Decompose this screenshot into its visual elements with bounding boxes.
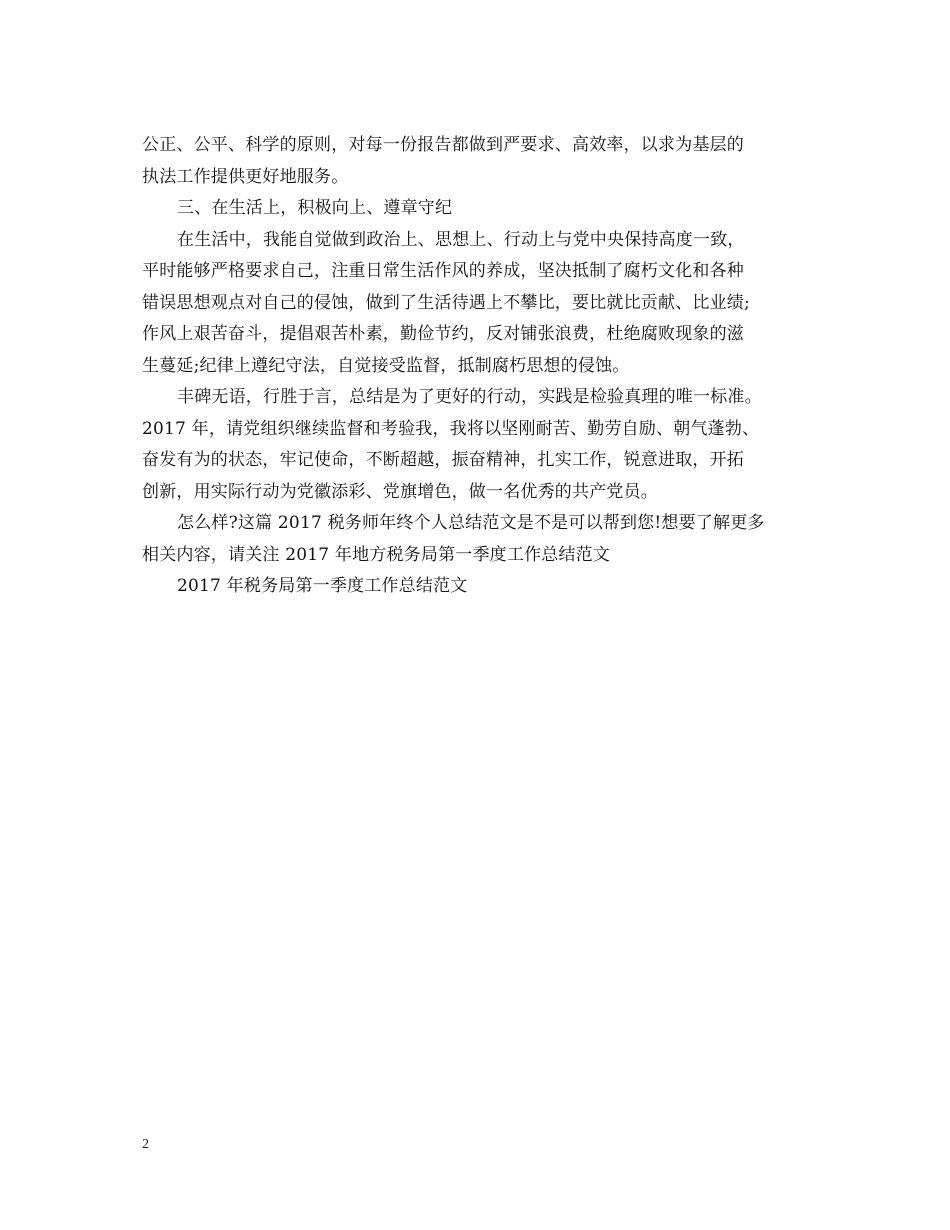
page-number: 2 (142, 1137, 149, 1152)
section-heading: 三、在生活上，积极向上、遵章守纪 (177, 198, 453, 218)
text-line: 生蔓延;纪律上遵纪守法，自觉接受监督，抵制腐朽思想的侵蚀。 (142, 355, 630, 376)
text-line: 在生活中，我能自觉做到政治上、思想上、行动上与党中央保持高度一致， (177, 229, 745, 250)
text-line: 相关内容，请关注 2017 年地方税务局第一季度工作总结范文 (142, 544, 611, 565)
text-line: 作风上艰苦奋斗，提倡艰苦朴素，勤俭节约，反对铺张浪费，杜绝腐败现象的滋 (142, 324, 744, 344)
text-line: 奋发有为的状态，牢记使命，不断超越，振奋精神，扎实工作，锐意进取，开拓 (142, 450, 744, 470)
text-line: 怎么样?这篇 2017 税务师年终个人总结范文是不是可以帮到您!想要了解更多 (177, 513, 765, 533)
text-line: 2017 年税务局第一季度工作总结范文 (177, 576, 468, 596)
text-line: 错误思想观点对自己的侵蚀，做到了生活待遇上不攀比，要比就比贡献、比业绩; (142, 292, 750, 313)
text-line: 2017 年，请党组织继续监督和考验我，我将以坚刚耐苦、勤劳自励、朝气蓬勃、 (142, 418, 760, 439)
text-line: 创新，用实际行动为党徽添彩、党旗增色，做一名优秀的共产党员。 (142, 481, 658, 502)
document-body (142, 130, 812, 603)
text-line: 丰碑无语，行胜于言，总结是为了更好的行动，实践是检验真理的唯一标准。 (177, 387, 762, 407)
text-line: 平时能够严格要求自己，注重日常生活作风的养成，坚决抵制了腐朽文化和各种 (142, 261, 744, 281)
text-line: 执法工作提供更好地服务。 (142, 166, 349, 187)
text-line: 公正、公平、科学的原则，对每一份报告都做到严要求、高效率，以求为基层的 (142, 135, 744, 155)
